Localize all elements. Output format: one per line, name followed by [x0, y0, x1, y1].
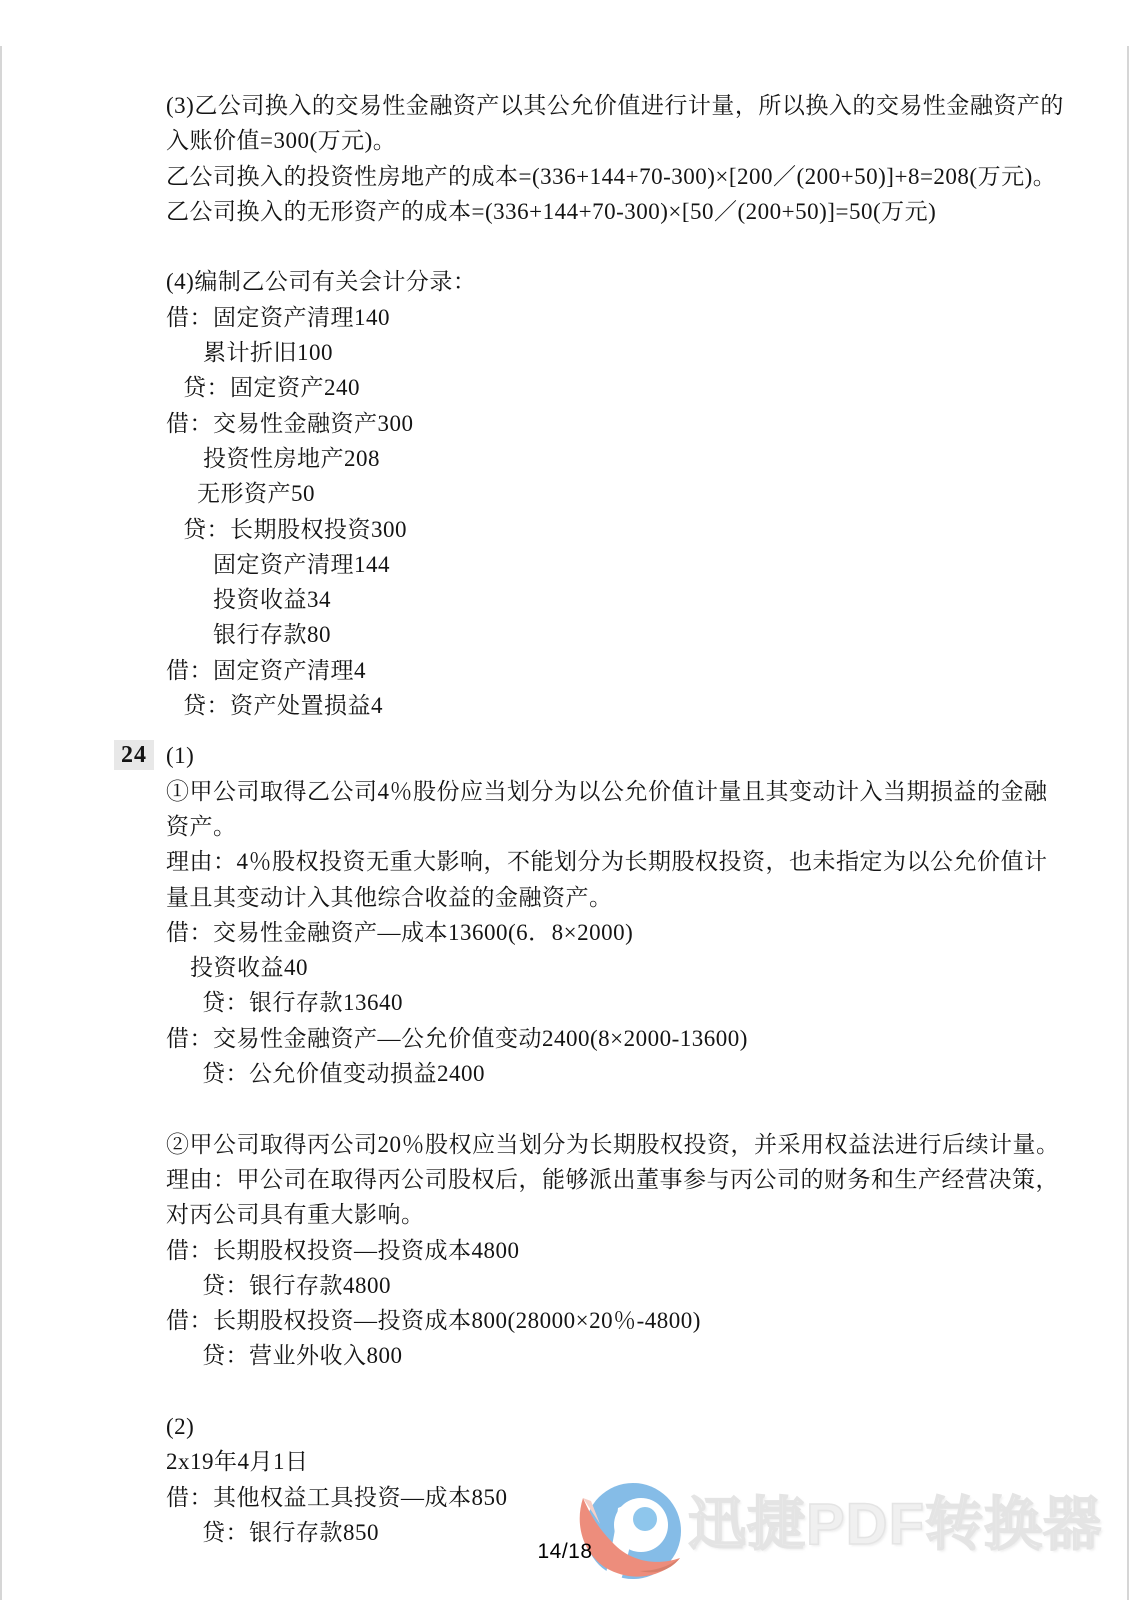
block-q24-part1-item2 [166, 1127, 1064, 1374]
text-line: (2) [166, 1413, 195, 1439]
journal-entry-line: 贷：资产处置损益4 [183, 693, 383, 719]
page-number: 14/18 [537, 1540, 593, 1563]
text-line: 2x19年4月1日 [166, 1449, 309, 1475]
journal-entry-line: 贷：银行存款850 [202, 1519, 379, 1545]
watermark-text: 迅捷PDF转换器 [688, 1492, 1103, 1557]
block-q24-part2 [166, 1409, 1064, 1550]
journal-entry-line: 银行存款80 [213, 622, 331, 648]
journal-entry-line: 借：长期股权投资—投资成本800(28000×20％-4800) [166, 1308, 701, 1334]
text-line: (4)编制乙公司有关会计分录： [166, 269, 477, 295]
text-line: 资产。 [166, 813, 237, 839]
journal-entry-line: 贷：银行存款13640 [202, 990, 403, 1016]
text-line: 量且其变动计入其他综合收益的金融资产。 [166, 884, 613, 910]
document-content [166, 88, 1064, 1550]
blank-line [166, 1374, 1064, 1409]
block-q24-part1-item1 [166, 738, 1064, 1091]
text-line: (1) [166, 743, 195, 769]
journal-entry-line: 借：交易性金融资产—公允价值变动2400(8×2000-13600) [166, 1025, 748, 1051]
journal-entry-line: 贷：固定资产240 [183, 375, 360, 401]
text-line: ①甲公司取得乙公司4％股份应当划分为以公允价值计量且其变动计入当期损益的金融 [166, 778, 1048, 804]
journal-entry-line: 借：交易性金融资产300 [166, 410, 414, 436]
journal-entry-line: 借：长期股权投资—投资成本4800 [166, 1237, 520, 1263]
blank-line [166, 229, 1064, 264]
journal-entry-line: 投资收益34 [213, 587, 331, 613]
journal-entry-line: 借：固定资产清理4 [166, 657, 366, 683]
journal-entry-line: 贷：营业外收入800 [202, 1343, 403, 1369]
block-part-4-journal-entries [166, 264, 1064, 723]
journal-entry-line: 投资收益40 [190, 955, 308, 981]
block-part-3-analysis [166, 88, 1064, 229]
journal-entry-line: 固定资产清理144 [213, 551, 390, 577]
journal-entry-line: 贷：长期股权投资300 [183, 516, 407, 542]
journal-entry-line: 累计折旧100 [203, 340, 333, 366]
text-line: 乙公司换入的投资性房地产的成本=(336+144+70-300)×[200／(200+50)]+8=208(万元)。 [166, 163, 1057, 189]
text-line: 入账价值=300(万元)。 [166, 128, 397, 154]
journal-entry-line: 借：固定资产清理140 [166, 304, 390, 330]
journal-entry-line: 贷：银行存款4800 [202, 1272, 391, 1298]
journal-entry-line: 贷：公允价值变动损益2400 [202, 1061, 485, 1087]
section-gap [166, 723, 1064, 738]
text-line: 对丙公司具有重大影响。 [166, 1202, 425, 1228]
text-line: (3)乙公司换入的交易性金融资产以其公允价值进行计量，所以换入的交易性金融资产的 [166, 93, 1064, 118]
text-line: 乙公司换入的无形资产的成本=(336+144+70-300)×[50／(200+50)]=50(万元) [166, 198, 937, 224]
text-line: 理由：4％股权投资无重大影响，不能划分为长期股权投资，也未指定为以公允价值计 [166, 849, 1048, 875]
journal-entry-line: 借：交易性金融资产—成本13600(6．8×2000) [166, 919, 634, 945]
text-line: 理由：甲公司在取得丙公司股权后，能够派出董事参与丙公司的财务和生产经营决策， [166, 1166, 1059, 1192]
text-line: ②甲公司取得丙公司20％股权应当划分为长期股权投资，并采用权益法进行后续计量。 [166, 1131, 1060, 1157]
journal-entry-line: 投资性房地产208 [203, 445, 380, 471]
journal-entry-line: 无形资产50 [197, 481, 315, 507]
blank-line [166, 1091, 1064, 1126]
journal-entry-line: 借：其他权益工具投资—成本850 [166, 1484, 508, 1510]
question-number-badge: 24 [114, 740, 154, 770]
